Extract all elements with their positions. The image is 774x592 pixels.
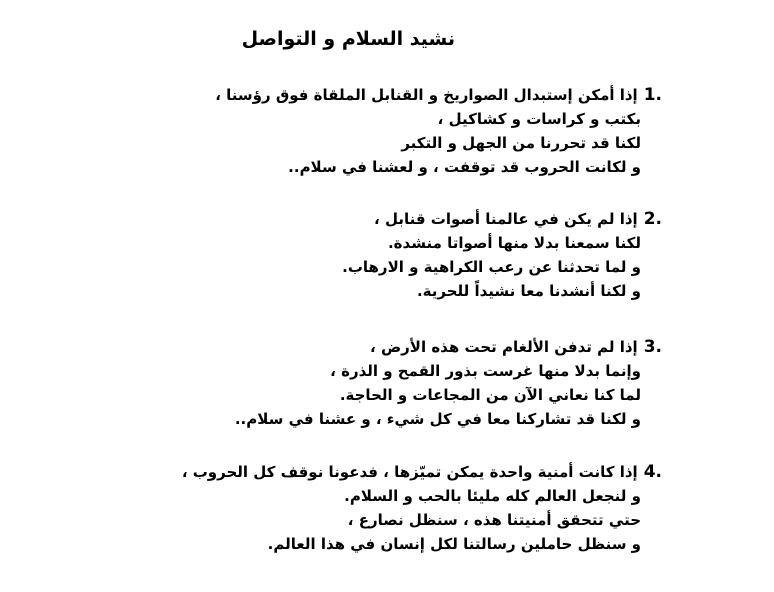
stanza-line: بكتب و كراسات و كشاكيل ،	[437, 110, 641, 128]
stanza-line: و لما تحدثنا عن رعب الكراهية و الارهاب.	[342, 258, 641, 276]
stanza-number: 4.	[643, 462, 662, 482]
stanza-line	[102, 207, 662, 231]
stanza-line-text: إذا كانت أمنية واحدة يمكن تميّزها ، فدعونا نوقف كل الحروب ،	[181, 463, 638, 481]
stanza-line: و سنظل حاملين رسالتنا لكل إنسان في هذا العالم.	[267, 535, 641, 553]
stanza-line	[102, 83, 662, 107]
stanza-line	[102, 460, 662, 484]
stanza-line: لكنا قد تحررنا من الجهل و التكبر	[401, 134, 641, 152]
stanza-line: و لكنا قد تشاركنا معا في كل شيء ، و عشنا في سلام..	[234, 410, 641, 428]
stanza-4	[102, 460, 662, 556]
stanza-number: 3.	[643, 337, 662, 357]
stanza-number: 1.	[643, 85, 662, 105]
page-title: نشيد السلام و التواصل	[241, 28, 455, 50]
stanza-2	[102, 207, 662, 303]
stanza-line: لكنا سمعنا بدلا منها أصواتا منشدة.	[387, 234, 641, 252]
stanza-line	[102, 335, 662, 359]
stanza-line: حتي تتحقق أمنيتنا هذه ، سنظل نصارع ،	[347, 511, 641, 529]
stanza-number: 2.	[643, 209, 662, 229]
stanza-line: و لنجعل العالم كله مليئا بالحب و السلام.	[344, 487, 641, 505]
stanza-line-text: إذا لم يكن في عالمنا أصوات قنابل ،	[374, 210, 638, 228]
stanza-1	[102, 83, 662, 179]
stanza-line: و لكنا أنشدنا معا نشيداً للحرية.	[416, 282, 641, 300]
stanza-3	[102, 335, 662, 431]
stanza-line: وإنما بدلا منها غرست بذور القمح و الذرة ،	[330, 362, 641, 380]
stanza-line-text: إذا أمكن إستبدال الصواريخ و القنابل الملقاة فوق رؤسنا ،	[215, 86, 638, 104]
stanza-line: و لكانت الحروب قد توقفت ، و لعشنا في سلام..	[288, 158, 641, 176]
stanza-line: لما كنا نعاني الآن من المجاعات و الحاجة.	[339, 386, 641, 404]
stanza-line-text: إذا لم تدفن الألغام تحت هذه الأرض ،	[370, 338, 638, 356]
